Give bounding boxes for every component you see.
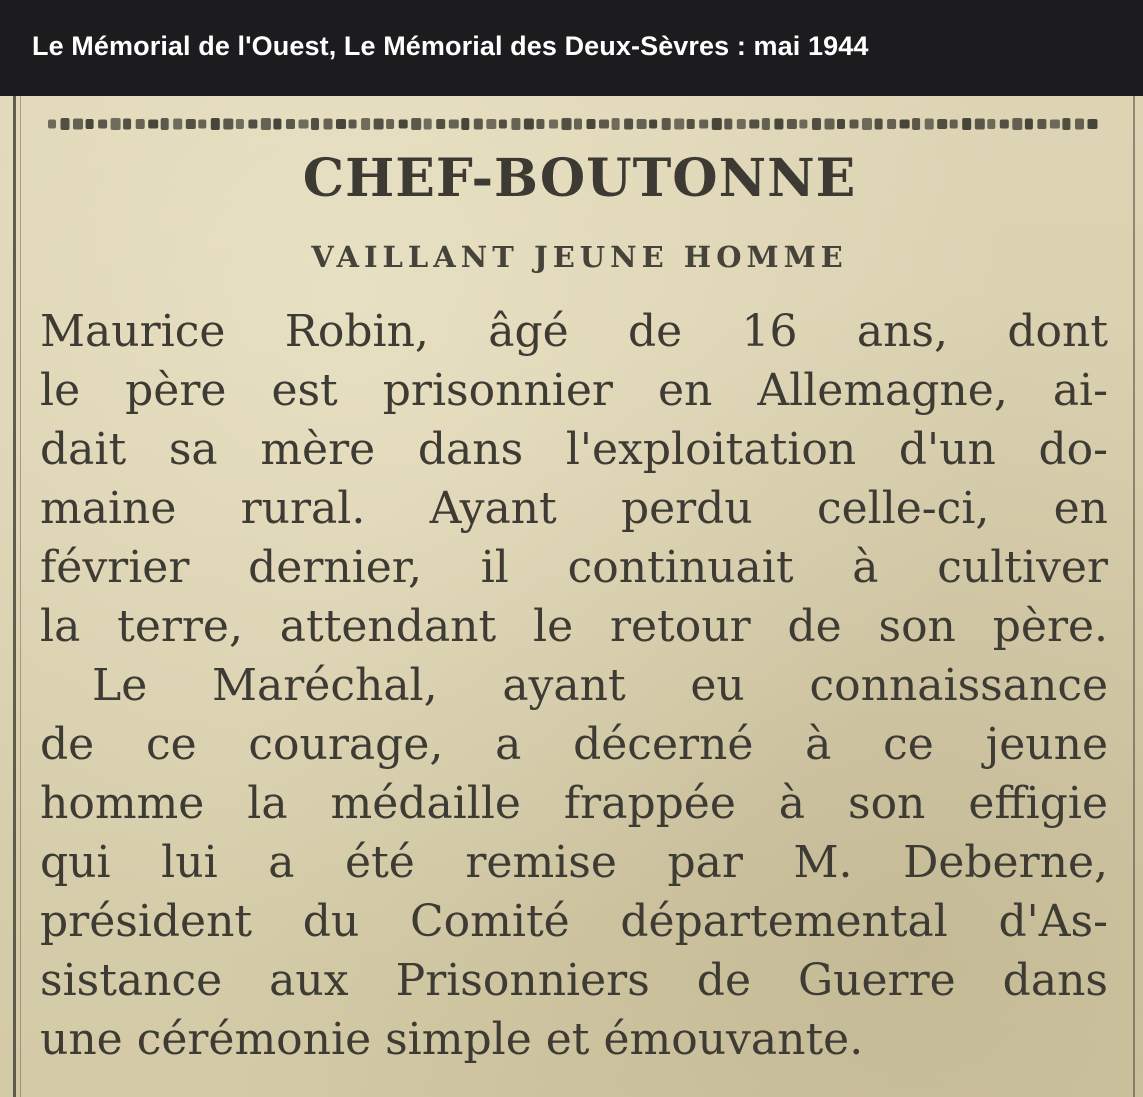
article-line: maine rural. Ayant perdu celle-ci, en — [40, 483, 1108, 534]
article-line: sistance aux Prisonniers de Guerre dans — [40, 955, 1108, 1006]
article-subheading: VAILLANT JEUNE HOMME — [311, 240, 848, 274]
article-line: Maurice Robin, âgé de 16 ans, dont — [40, 306, 1108, 357]
article-line: de ce courage, a décerné à ce jeune — [40, 719, 1108, 770]
article-heading: CHEF-BOUTONNE — [302, 148, 857, 209]
title-bar — [0, 0, 1143, 96]
article-line: le père est prisonnier en Allemagne, ai- — [40, 365, 1108, 416]
decorative-dotted-rule — [44, 114, 1104, 134]
article-line: une cérémonie simple et émouvante. — [40, 1014, 864, 1065]
article-line: président du Comité départemental d'As- — [40, 896, 1108, 947]
article-line: dait sa mère dans l'exploitation d'un do- — [40, 424, 1108, 475]
newspaper-clipping — [0, 96, 1143, 1097]
page-title: Le Mémorial de l'Ouest, Le Mémorial des Deux-Sèvres : mai 1944 — [32, 30, 869, 61]
article-line: la terre, attendant le retour de son père. — [40, 601, 1108, 652]
article-line: homme la médaille frappée à son effigie — [40, 778, 1108, 829]
article-body — [40, 302, 1108, 1069]
article-line: qui lui a été remise par M. Deberne, — [40, 837, 1108, 888]
article-line: février dernier, il continuait à cultiver — [40, 542, 1108, 593]
article-line: Le Maréchal, ayant eu connaissance — [92, 660, 1108, 711]
